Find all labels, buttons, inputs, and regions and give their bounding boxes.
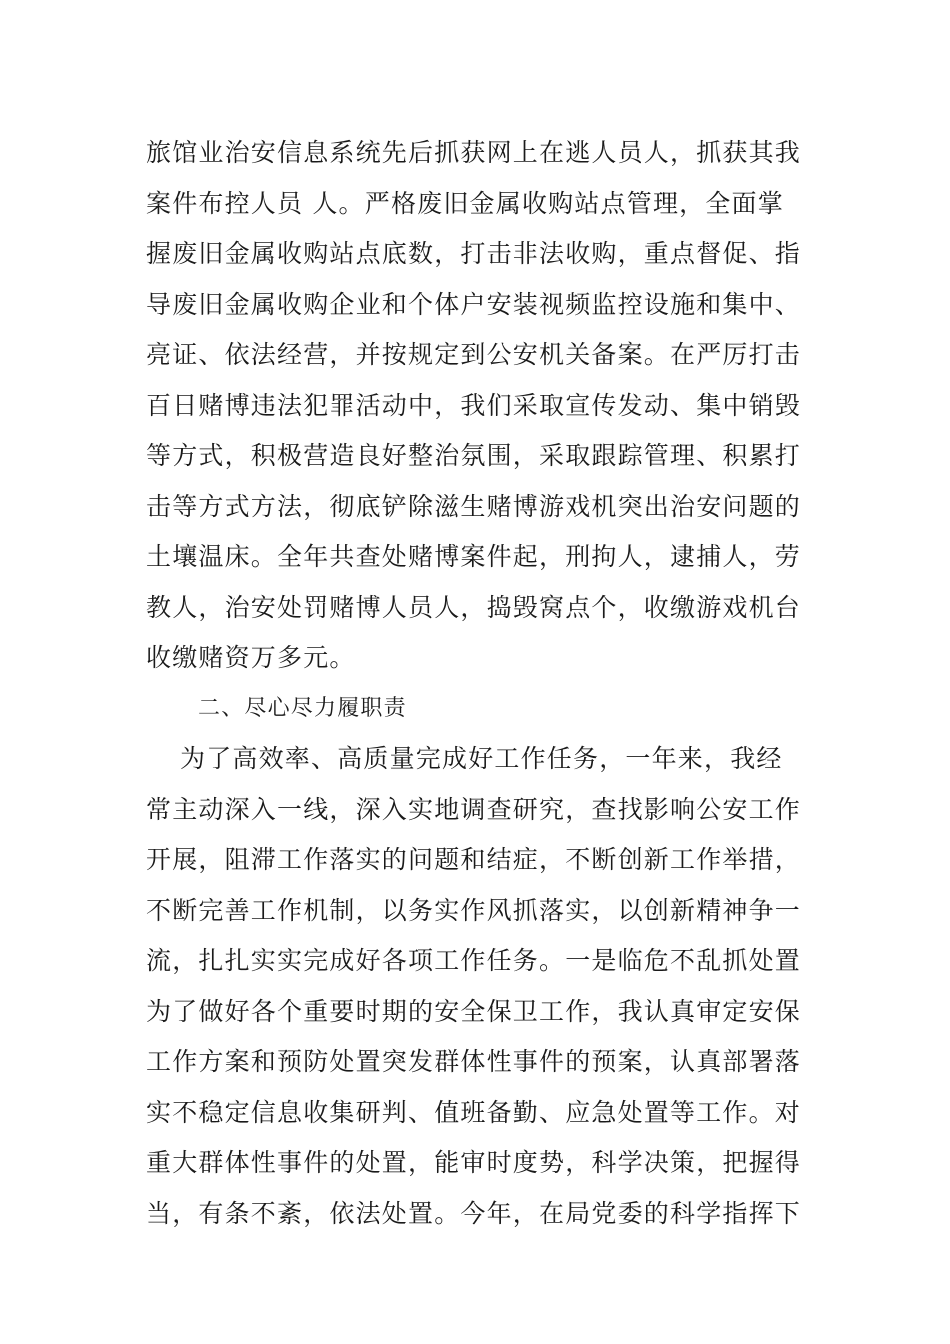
- text-line: 当，有条不紊，依法处置。今年，在局党委的科学指挥下: [146, 1198, 802, 1228]
- text-line: 流，扎扎实实完成好各项工作任务。一是临危不乱抓处置: [146, 946, 802, 975]
- text-line: 收缴赌资万多元。: [146, 643, 356, 672]
- text-line: 开展，阻滞工作落实的问题和结症，不断创新工作举措，: [146, 845, 802, 874]
- text-line: 旅馆业治安信息系统先后抓获网上在逃人员人，抓获其我: [146, 138, 802, 167]
- text-line: 教人，治安处罚赌博人员人，捣毁窝点个，收缴游戏机台: [146, 592, 802, 622]
- text-line: 实不稳定信息收集研判、值班备勤、应急处置等工作。对: [146, 1097, 802, 1127]
- text-line: 不断完善工作机制，以务实作风抓落实，以创新精神争一: [146, 895, 802, 925]
- text-line: 导废旧金属收购企业和个体户安装视频监控设施和集中、: [146, 289, 802, 319]
- text-line: 握废旧金属收购站点底数，打击非法收购，重点督促、指: [146, 239, 802, 268]
- section-heading: 二、尽心尽力履职责: [198, 695, 407, 721]
- text-line: 亮证、依法经营，并按规定到公安机关备案。在严厉打击: [146, 340, 802, 369]
- text-line: 等方式，积极营造良好整治氛围，采取跟踪管理、积累打: [146, 441, 802, 470]
- text-line: 击等方式方法，彻底铲除滋生赌博游戏机突出治安问题的: [146, 491, 802, 521]
- text-line: 为了高效率、高质量完成好工作任务，一年来，我经: [180, 744, 783, 773]
- text-line: 常主动深入一线，深入实地调查研究，查找影响公安工作: [146, 794, 802, 824]
- text-line: 土壤温床。全年共查处赌博案件起，刑拘人，逮捕人，劳: [146, 542, 802, 571]
- text-line: 为了做好各个重要时期的安全保卫工作，我认真审定安保: [146, 996, 802, 1026]
- body-text: [146, 128, 806, 1239]
- paragraph-1: [146, 128, 806, 684]
- text-line: 案件布控人员 人。严格废旧金属收购站点管理，全面掌: [146, 188, 784, 218]
- text-line: 重大群体性事件的处置，能审时度势，科学决策，把握得: [146, 1148, 802, 1177]
- text-line: 百日赌博违法犯罪活动中，我们采取宣传发动、集中销毁: [146, 390, 802, 420]
- text-line: 工作方案和预防处置突发群体性事件的预案，认真部署落: [146, 1047, 802, 1076]
- paragraph-2: [146, 734, 806, 1239]
